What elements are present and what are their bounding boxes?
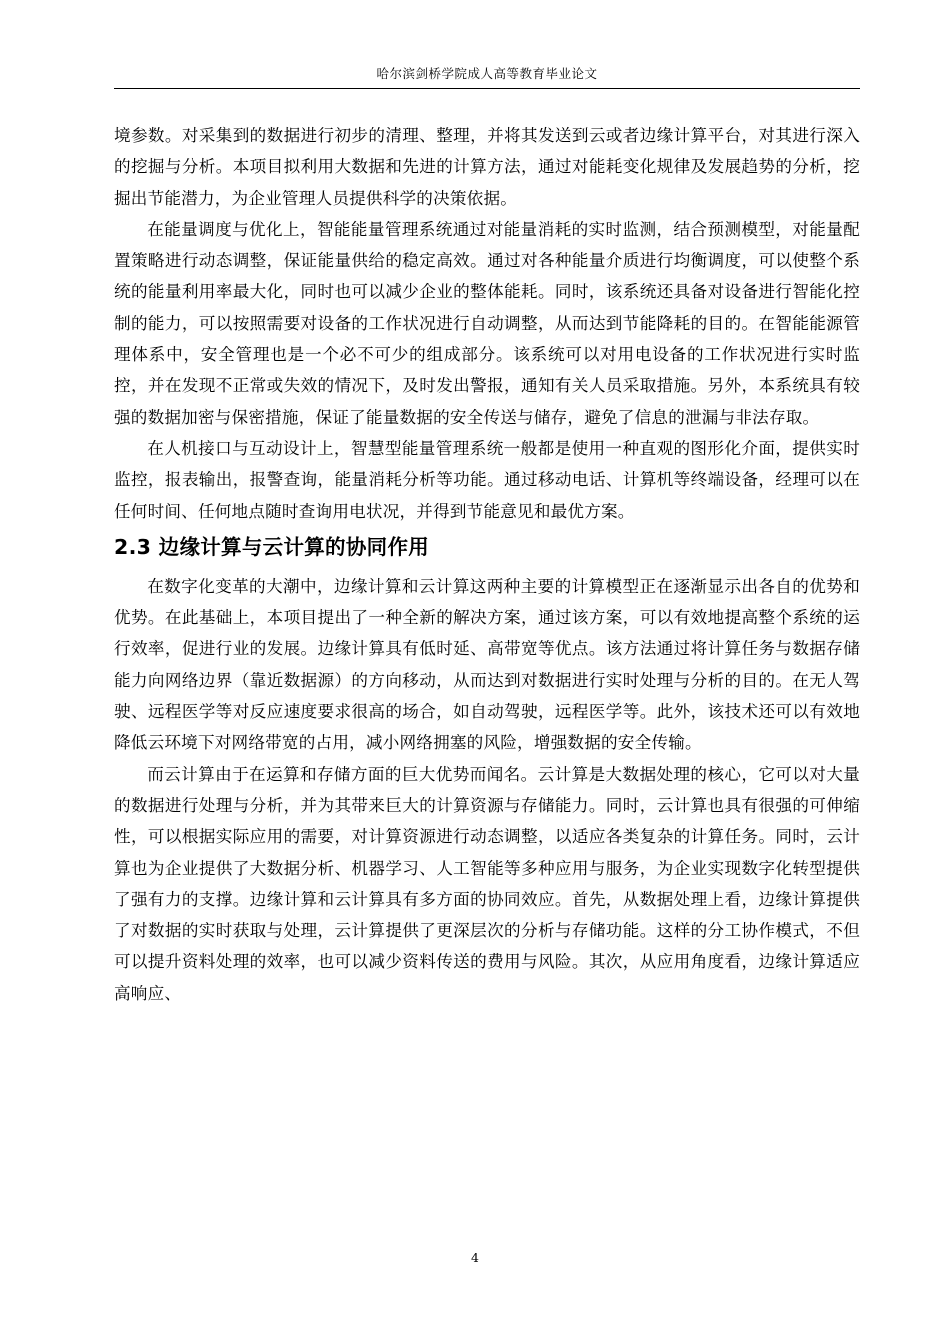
running-header: 哈尔滨剑桥学院成人高等教育毕业论文 [376, 66, 598, 81]
paragraph-continued: 境参数。对采集到的数据进行初步的清理、整理，并将其发送到云或者边缘计算平台，对其进行深入的挖掘与分析。本项目拟利用大数据和先进的计算方法，通过对能耗变化规律及发展趋势的分析，挖掘出节能潜力，为企业管理人员提供科学的决策依据。 [114, 126, 860, 208]
page-number: 4 [471, 1250, 479, 1265]
header-divider [114, 88, 860, 89]
paragraph-edge-computing: 在数字化变革的大潮中，边缘计算和云计算这两种主要的计算模型正在逐渐显示出各自的优势和优势。在此基础上，本项目提出了一种全新的解决方案，通过该方案，可以有效地提高整个系统的运行效率，促进行业的发展。边缘计算具有低时延、高带宽等优点。该方法通过将计算任务与数据存储能力向网络边界（靠近数据源）的方向移动，从而达到对数据进行实时处理与分析的目的。在无人驾驶、远程医学等对反应速度要求很高的场合，如自动驾驶，远程医学等。此外，该技术还可以有效地降低云环境下对网络带宽的占用，减小网络拥塞的风险，增强数据的安全传输。 [114, 576, 860, 753]
page-body [114, 120, 860, 1009]
section-heading: 2.3 边缘计算与云计算的协同作用 [114, 534, 430, 559]
paragraph-cloud-computing: 而云计算由于在运算和存储方面的巨大优势而闻名。云计算是大数据处理的核心，它可以对大量的数据进行处理与分析，并为其带来巨大的计算资源与存储能力。同时，云计算也具有很强的可伸缩性，可以根据实际应用的需要，对计算资源进行动态调整，以适应各类复杂的计算任务。同时，云计算也为企业提供了大数据分析、机器学习、人工智能等多种应用与服务，为企业实现数字化转型提供了强有力的支撑。边缘计算和云计算具有多方面的协同效应。首先，从数据处理上看，边缘计算提供了对数据的实时获取与处理，云计算提供了更深层次的分析与存储功能。这样的分工协作模式，不但可以提升资料处理的效率，也可以减少资料传送的费用与风险。其次，从应用角度看，边缘计算适应高响应、 [114, 764, 860, 1003]
paragraph-hmi-design: 在人机接口与互动设计上，智慧型能量管理系统一般都是使用一种直观的图形化介面，提供实时监控，报表输出，报警查询，能量消耗分析等功能。通过移动电话、计算机等终端设备，经理可以在任何时间、任何地点随时查询用电状况，并得到节能意见和最优方案。 [114, 438, 860, 521]
paragraph-energy-scheduling: 在能量调度与优化上，智能能量管理系统通过对能量消耗的实时监测，结合预测模型，对能量配置策略进行动态调整，保证能量供给的稳定高效。通过对各种能量介质进行均衡调度，可以使整个系统的能量利用率最大化，同时也可以减少企业的整体能耗。同时，该系统还具备对设备进行智能化控制的能力，可以按照需要对设备的工作状况进行自动调整，从而达到节能降耗的目的。在智能能源管理体系中，安全管理也是一个必不可少的组成部分。该系统可以对用电设备的工作状况进行实时监控，并在发现不正常或失效的情况下，及时发出警报，通知有关人员采取措施。另外，本系统具有较强的数据加密与保密措施，保证了能量数据的安全传送与储存，避免了信息的泄漏与非法存取。 [114, 219, 860, 427]
